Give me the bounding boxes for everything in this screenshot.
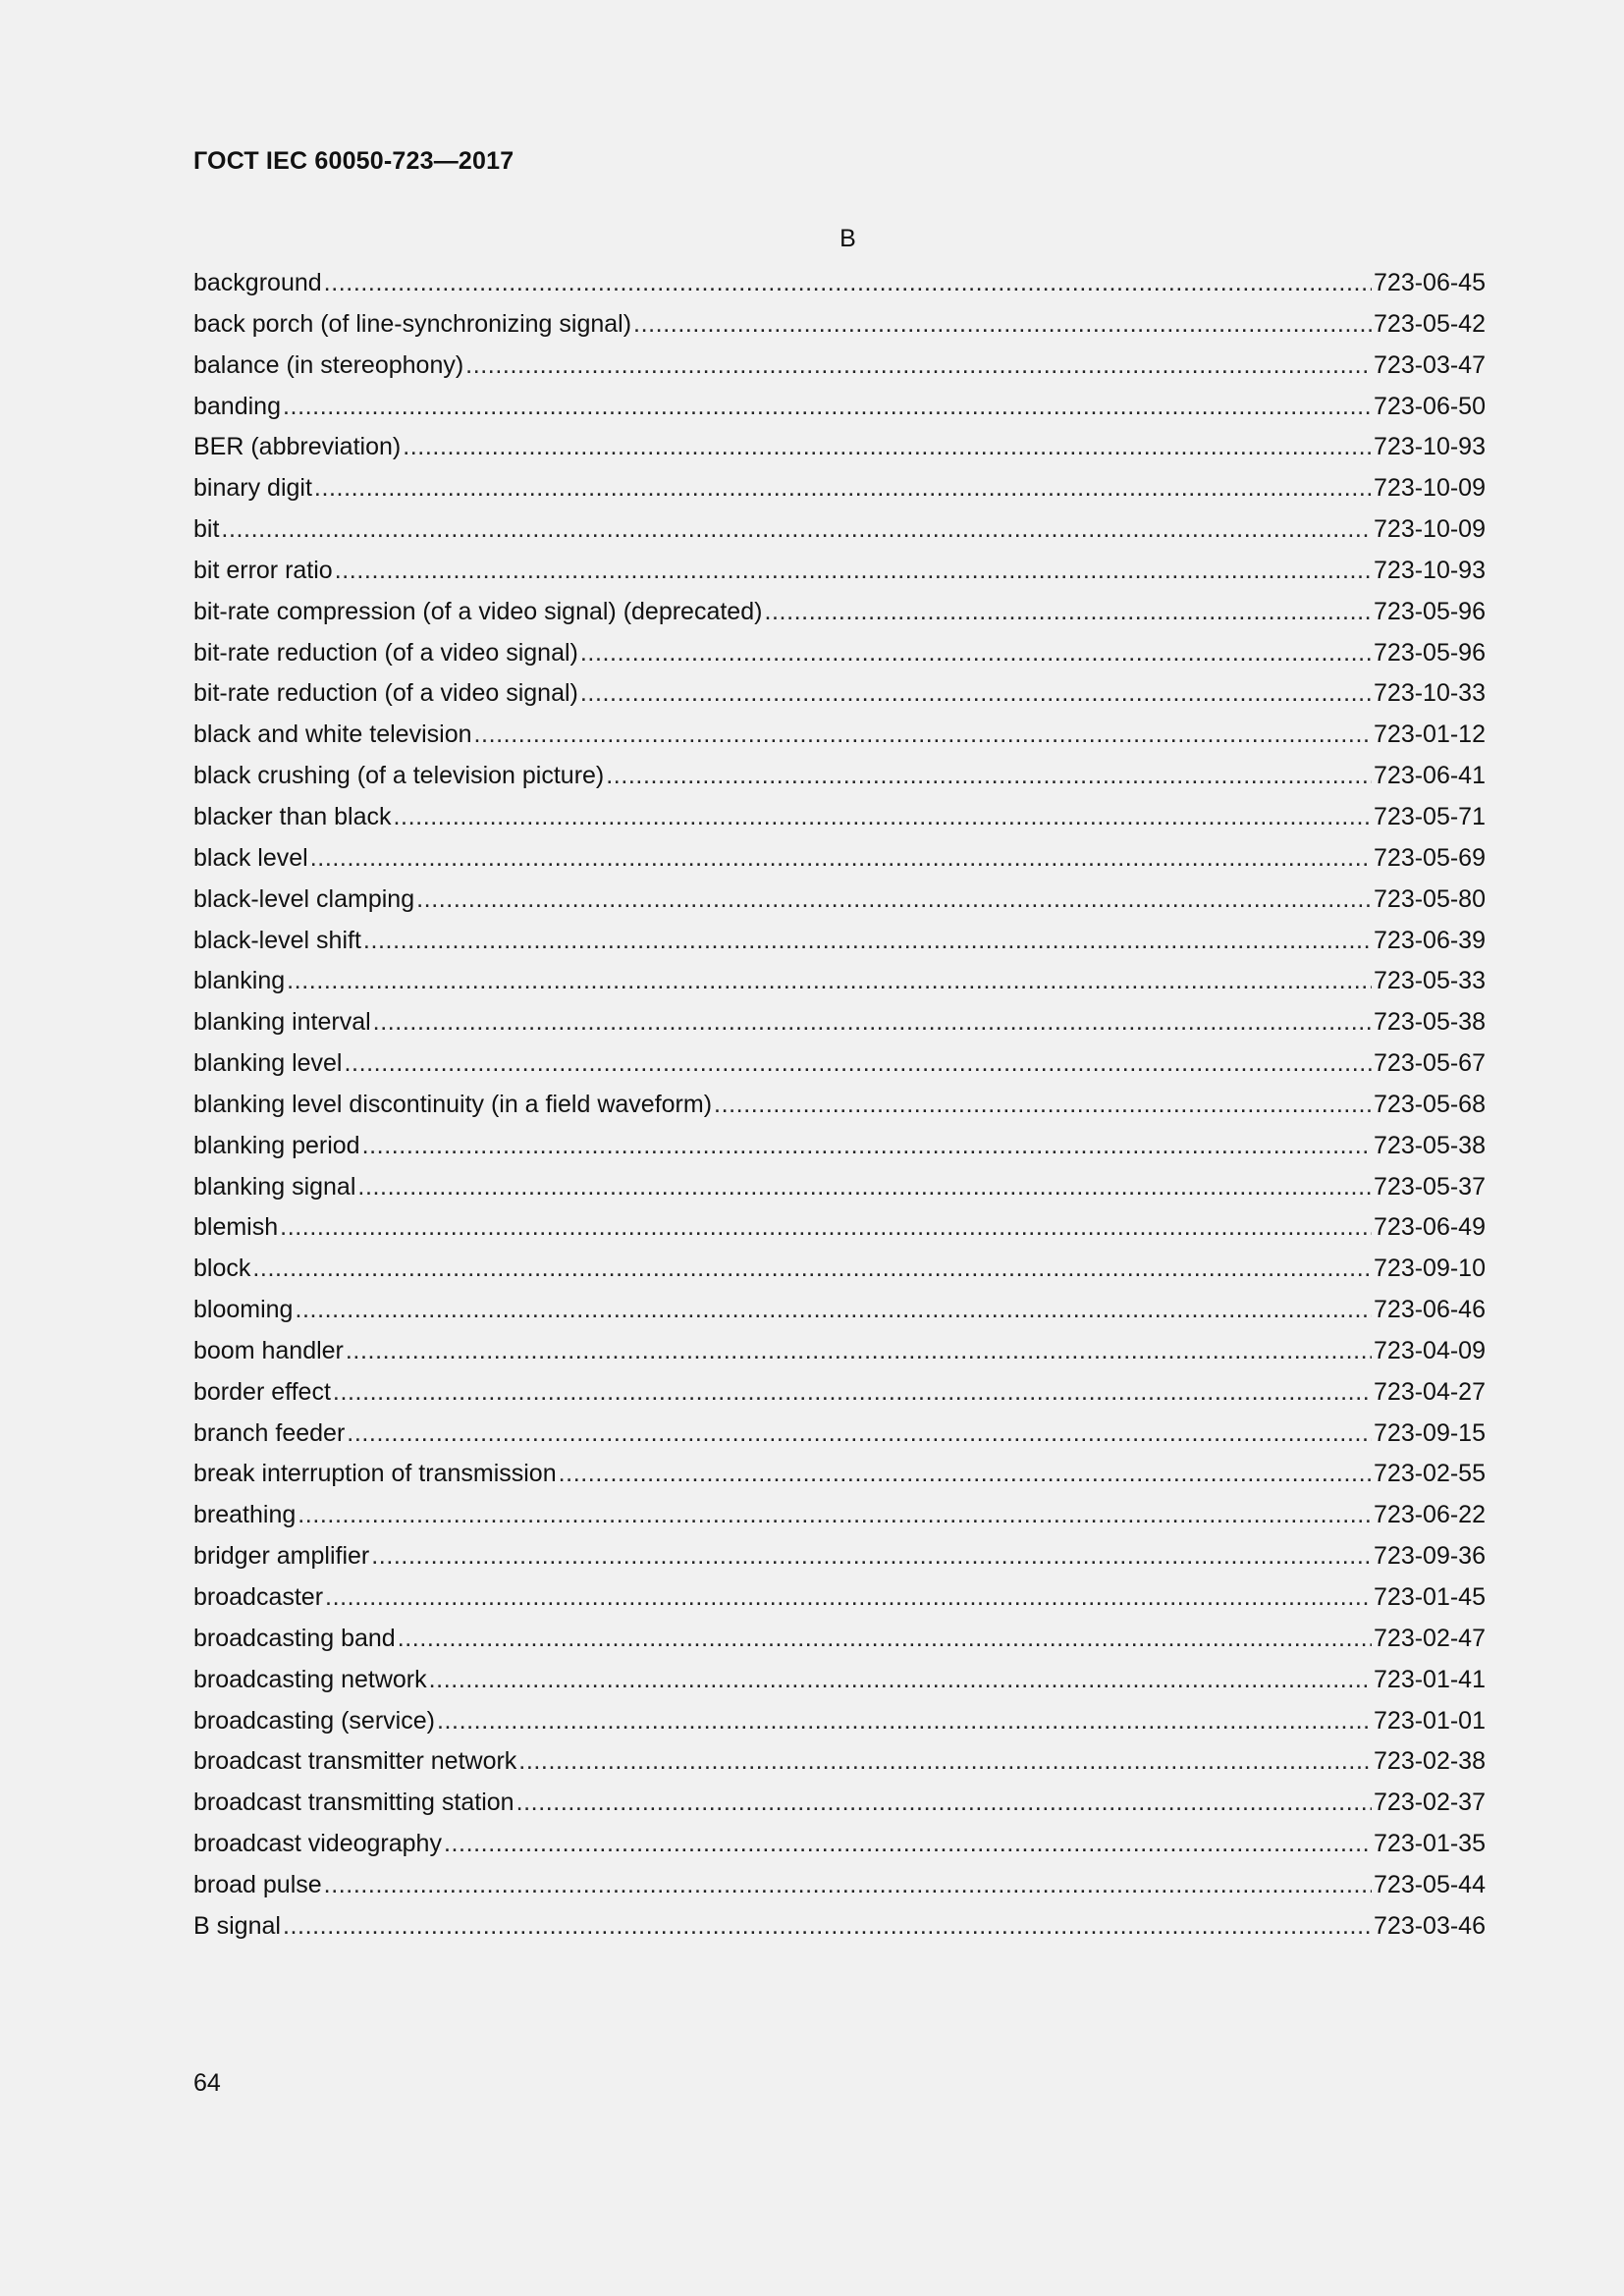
- index-entry: [193, 1128, 1486, 1169]
- index-term: broadcast videography: [193, 1830, 442, 1858]
- dot-leader: [295, 1292, 1372, 1327]
- index-reference: 723-06-46: [1374, 1296, 1486, 1324]
- index-term: break interruption of transmission: [193, 1460, 557, 1488]
- index-entry: [193, 1826, 1486, 1867]
- dot-leader: [394, 799, 1373, 834]
- index-entry: [193, 265, 1486, 306]
- index-entry: [193, 881, 1486, 923]
- index-term: broadcaster: [193, 1583, 324, 1611]
- dot-leader: [516, 1785, 1372, 1820]
- index-entry: [193, 553, 1486, 594]
- index-reference: 723-09-10: [1374, 1255, 1486, 1283]
- index-reference: 723-09-36: [1374, 1542, 1486, 1571]
- index-term: bit error ratio: [193, 556, 333, 584]
- index-entry: [193, 1538, 1486, 1579]
- index-reference: 723-01-45: [1374, 1583, 1486, 1611]
- index-reference: 723-02-47: [1374, 1624, 1486, 1652]
- dot-leader: [371, 1538, 1372, 1574]
- index-entry: [193, 1045, 1486, 1087]
- dot-leader: [518, 1743, 1372, 1779]
- dot-leader: [324, 1867, 1372, 1902]
- index-term: broadcasting band: [193, 1624, 396, 1652]
- index-term: black level: [193, 843, 308, 872]
- index-reference: 723-05-96: [1374, 597, 1486, 625]
- index-reference: 723-10-93: [1374, 556, 1486, 584]
- dot-leader: [310, 840, 1372, 876]
- index-reference: 723-01-35: [1374, 1830, 1486, 1858]
- index-entry: [193, 1415, 1486, 1457]
- index-reference: 723-10-09: [1374, 474, 1486, 503]
- index-reference: 723-05-96: [1374, 638, 1486, 667]
- index-term: blemish: [193, 1213, 279, 1242]
- index-reference: 723-02-55: [1374, 1460, 1486, 1488]
- dot-leader: [298, 1497, 1372, 1532]
- index-term: balance (in stereophony): [193, 350, 464, 379]
- index-entry: [193, 1497, 1486, 1538]
- page-number: 64: [193, 2069, 221, 2097]
- index-entry: [193, 1579, 1486, 1621]
- index-term: blacker than black: [193, 802, 392, 830]
- dot-leader: [437, 1703, 1372, 1738]
- index-entry: [193, 923, 1486, 964]
- index-reference: 723-06-41: [1374, 762, 1486, 790]
- document-header: ГОСТ IEC 60050-723—2017: [193, 147, 514, 175]
- index-reference: 723-10-93: [1374, 433, 1486, 461]
- index-term: black crushing (of a television picture): [193, 762, 605, 790]
- index-term: boom handler: [193, 1336, 344, 1364]
- index-term: breathing: [193, 1501, 297, 1529]
- index-reference: 723-09-15: [1374, 1418, 1486, 1447]
- index-list: [193, 265, 1486, 1949]
- index-entry: [193, 1004, 1486, 1045]
- index-term: blanking level discontinuity (in a field waveform): [193, 1090, 713, 1118]
- dot-leader: [580, 635, 1372, 670]
- index-reference: 723-05-67: [1374, 1049, 1486, 1078]
- dot-leader: [346, 1333, 1372, 1368]
- dot-leader: [363, 923, 1372, 958]
- dot-leader: [764, 594, 1372, 629]
- index-term: block: [193, 1255, 251, 1283]
- index-entry: [193, 1867, 1486, 1908]
- index-entry: [193, 717, 1486, 758]
- index-term: banding: [193, 392, 281, 420]
- index-entry: [193, 1251, 1486, 1292]
- index-reference: 723-01-01: [1374, 1706, 1486, 1735]
- index-term: black-level clamping: [193, 884, 415, 913]
- index-reference: 723-10-09: [1374, 515, 1486, 544]
- index-entry: [193, 1374, 1486, 1415]
- index-entry: [193, 963, 1486, 1004]
- index-term: broadcast transmitter network: [193, 1747, 517, 1776]
- index-reference: 723-05-44: [1374, 1870, 1486, 1898]
- index-reference: 723-06-49: [1374, 1213, 1486, 1242]
- index-term: bit-rate compression (of a video signal) (deprecated): [193, 597, 763, 625]
- dot-leader: [714, 1087, 1372, 1122]
- index-reference: 723-05-38: [1374, 1008, 1486, 1037]
- index-term: blanking level: [193, 1049, 343, 1078]
- index-entry: [193, 1087, 1486, 1128]
- index-reference: 723-10-33: [1374, 679, 1486, 708]
- dot-leader: [373, 1004, 1372, 1040]
- dot-leader: [403, 429, 1372, 464]
- index-term: blanking signal: [193, 1172, 356, 1201]
- dot-leader: [333, 1374, 1372, 1410]
- dot-leader: [347, 1415, 1372, 1451]
- index-reference: 723-01-41: [1374, 1665, 1486, 1693]
- index-reference: 723-06-22: [1374, 1501, 1486, 1529]
- index-entry: [193, 1333, 1486, 1374]
- index-entry: [193, 389, 1486, 430]
- index-entry: [193, 306, 1486, 347]
- index-reference: 723-06-39: [1374, 926, 1486, 954]
- index-term: blooming: [193, 1296, 294, 1324]
- index-entry: [193, 511, 1486, 553]
- index-entry: [193, 1456, 1486, 1497]
- index-entry: [193, 1169, 1486, 1210]
- dot-leader: [283, 389, 1372, 424]
- index-entry: [193, 594, 1486, 635]
- dot-leader: [398, 1621, 1372, 1656]
- index-term: blanking interval: [193, 1008, 371, 1037]
- index-entry: [193, 1621, 1486, 1662]
- index-term: bit-rate reduction (of a video signal): [193, 679, 578, 708]
- dot-leader: [444, 1826, 1372, 1861]
- index-term: back porch (of line-synchronizing signal): [193, 309, 632, 338]
- index-entry: [193, 1292, 1486, 1333]
- index-reference: 723-05-68: [1374, 1090, 1486, 1118]
- index-term: broadcast transmitting station: [193, 1789, 514, 1817]
- index-reference: 723-06-45: [1374, 269, 1486, 296]
- index-reference: 723-05-38: [1374, 1131, 1486, 1159]
- index-reference: 723-02-37: [1374, 1789, 1486, 1817]
- index-term: bridger amplifier: [193, 1542, 370, 1571]
- index-reference: 723-02-38: [1374, 1747, 1486, 1776]
- index-entry: [193, 470, 1486, 511]
- index-reference: 723-05-33: [1374, 967, 1486, 995]
- dot-leader: [324, 265, 1372, 300]
- index-reference: 723-06-50: [1374, 392, 1486, 420]
- index-term: binary digit: [193, 474, 312, 503]
- index-reference: 723-05-37: [1374, 1172, 1486, 1201]
- dot-leader: [362, 1128, 1372, 1163]
- index-entry: [193, 347, 1486, 389]
- index-entry: [193, 758, 1486, 799]
- index-term: blanking: [193, 967, 286, 995]
- index-reference: 723-05-69: [1374, 843, 1486, 872]
- index-entry: [193, 1743, 1486, 1785]
- dot-leader: [357, 1169, 1372, 1204]
- dot-leader: [559, 1456, 1372, 1491]
- dot-leader: [429, 1662, 1372, 1697]
- index-reference: 723-04-27: [1374, 1377, 1486, 1406]
- index-term: border effect: [193, 1377, 331, 1406]
- index-entry: [193, 1703, 1486, 1744]
- dot-leader: [416, 881, 1372, 917]
- index-term: bit: [193, 515, 220, 544]
- dot-leader: [252, 1251, 1372, 1286]
- dot-leader: [314, 470, 1372, 506]
- section-letter-heading: B: [839, 225, 856, 252]
- index-entry: [193, 1662, 1486, 1703]
- index-entry: [193, 799, 1486, 840]
- index-term: blanking period: [193, 1131, 360, 1159]
- index-reference: 723-05-80: [1374, 884, 1486, 913]
- index-term: BER (abbreviation): [193, 433, 402, 461]
- index-entry: [193, 429, 1486, 470]
- index-entry: [193, 1785, 1486, 1826]
- index-term: B signal: [193, 1911, 281, 1940]
- index-entry: [193, 1209, 1486, 1251]
- index-entry: [193, 1908, 1486, 1949]
- index-term: broad pulse: [193, 1870, 322, 1898]
- index-reference: 723-01-12: [1374, 721, 1486, 749]
- dot-leader: [280, 1209, 1372, 1245]
- dot-leader: [335, 553, 1372, 588]
- index-term: broadcasting network: [193, 1665, 427, 1693]
- index-term: branch feeder: [193, 1418, 346, 1447]
- index-term: bit-rate reduction (of a video signal): [193, 638, 578, 667]
- index-reference: 723-03-47: [1374, 350, 1486, 379]
- index-reference: 723-05-71: [1374, 802, 1486, 830]
- dot-leader: [283, 1908, 1372, 1944]
- index-reference: 723-04-09: [1374, 1336, 1486, 1364]
- dot-leader: [345, 1045, 1373, 1081]
- index-reference: 723-03-46: [1374, 1911, 1486, 1940]
- index-entry: [193, 840, 1486, 881]
- dot-leader: [580, 675, 1372, 711]
- index-term: broadcasting (service): [193, 1706, 435, 1735]
- index-reference: 723-05-42: [1374, 309, 1486, 338]
- dot-leader: [465, 347, 1372, 383]
- index-term: background: [193, 269, 322, 296]
- dot-leader: [221, 511, 1372, 547]
- dot-leader: [325, 1579, 1372, 1615]
- dot-leader: [606, 758, 1372, 793]
- dot-leader: [474, 717, 1373, 752]
- index-entry: [193, 635, 1486, 676]
- index-term: black-level shift: [193, 926, 361, 954]
- dot-leader: [633, 306, 1372, 342]
- index-entry: [193, 675, 1486, 717]
- index-term: black and white television: [193, 721, 472, 749]
- dot-leader: [287, 963, 1372, 998]
